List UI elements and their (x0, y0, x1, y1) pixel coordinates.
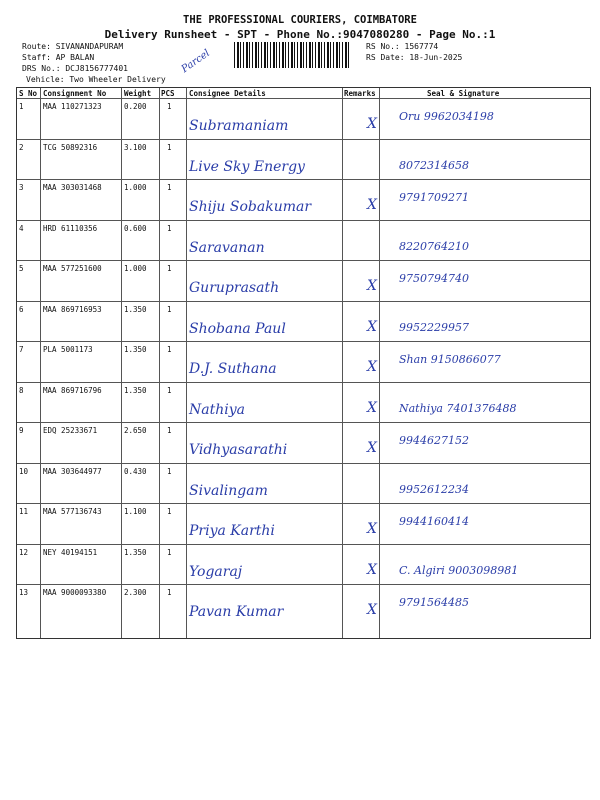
seal-signature: Shan 9150866077 (399, 353, 501, 366)
header-sno: S No (19, 89, 38, 98)
seal-signature: 9944160414 (399, 515, 469, 528)
cell-pcs: 1 (167, 264, 172, 273)
remark-mark: X (367, 399, 377, 416)
row-divider (17, 260, 590, 261)
cell-consignment-no: HRD 61110356 (43, 223, 98, 233)
cell-consignment-no: MAA 303644977 (43, 466, 102, 476)
seal-signature: Oru 9962034198 (399, 110, 494, 123)
cell-weight: 2.300 (124, 588, 147, 597)
cell-weight: 1.350 (124, 304, 147, 314)
cell-sno: 10 (19, 466, 29, 476)
consignee-signature: Yogaraj (189, 563, 243, 580)
cell-consignment-no: EDQ 25233671 (43, 426, 98, 435)
company-title: THE PROFESSIONAL COURIERS, COIMBATORE (183, 14, 417, 26)
cell-consignment-no: NEY 40194151 (43, 547, 98, 557)
staff-label: Staff: AP BALAN (22, 53, 95, 62)
consignee-signature: Live Sky Energy (189, 158, 305, 175)
remark-mark: X (367, 197, 377, 213)
header-consignment: Consignment No (43, 89, 107, 98)
cell-sno: 13 (19, 588, 29, 597)
cell-pcs: 1 (167, 507, 172, 516)
seal-signature: 9791709271 (399, 191, 469, 204)
row-divider (17, 301, 590, 302)
row-divider (17, 544, 590, 545)
row-divider (17, 503, 590, 504)
cell-pcs: 1 (167, 102, 172, 111)
seal-signature: Nathiya 7401376488 (399, 401, 517, 415)
cell-sno: 6 (19, 304, 24, 314)
seal-signature: 9952612234 (399, 482, 469, 496)
consignee-signature: Nathiya (189, 401, 245, 418)
cell-sno: 7 (19, 345, 24, 354)
consignee-signature: Shobana Paul (189, 320, 286, 337)
header-pcs: PCS (161, 89, 175, 98)
cell-sno: 8 (19, 385, 24, 395)
seal-signature: 9791564485 (399, 596, 469, 609)
cell-weight: 1.000 (124, 264, 147, 273)
cell-sno: 11 (19, 507, 29, 516)
runsheet-title: Delivery Runsheet - SPT - Phone No.:9047080280 - Page No.:1 (104, 28, 496, 41)
cell-weight: 0.600 (124, 223, 147, 233)
cell-sno: 5 (19, 264, 24, 273)
remark-mark: X (367, 561, 377, 578)
consignee-signature: Saravanan (189, 239, 265, 256)
cell-pcs: 1 (167, 142, 172, 152)
row-divider (17, 584, 590, 585)
cell-consignment-no: MAA 577251600 (43, 264, 102, 273)
seal-signature: C. Algiri 9003098981 (399, 563, 519, 577)
cell-pcs: 1 (167, 466, 172, 476)
cell-pcs: 1 (167, 223, 172, 233)
cell-consignment-no: MAA 577136743 (43, 507, 102, 516)
header-remarks: Remarks (344, 89, 376, 98)
remark-mark: X (367, 318, 377, 335)
header-weight: Weight (124, 89, 152, 98)
remark-mark: X (367, 521, 377, 537)
cell-sno: 12 (19, 547, 29, 557)
row-divider (17, 382, 590, 383)
cell-weight: 3.100 (124, 142, 147, 152)
seal-signature: 8220764210 (399, 239, 469, 253)
rs-number: RS No.: 1567774 (366, 42, 439, 51)
seal-signature: 9750794740 (399, 272, 469, 285)
consignee-signature: Sivalingam (189, 482, 268, 499)
row-divider (17, 341, 590, 342)
cell-sno: 1 (19, 102, 24, 111)
consignee-signature: Pavan Kumar (189, 604, 284, 620)
cell-consignment-no: MAA 110271323 (43, 102, 102, 111)
row-divider (17, 139, 590, 140)
cell-pcs: 1 (167, 588, 172, 597)
cell-weight: 1.100 (124, 507, 147, 516)
cell-pcs: 1 (167, 304, 172, 314)
seal-signature: 9944627152 (399, 434, 469, 447)
cell-weight: 1.350 (124, 385, 147, 395)
remark-mark: X (367, 278, 377, 294)
consignee-signature: Vidhyasarathi (189, 442, 288, 458)
consignee-signature: Shiju Sobakumar (189, 199, 312, 215)
header-seal: Seal & Signature (427, 89, 500, 98)
drs-number: DRS No.: DCJ8156777401 (22, 64, 128, 73)
route-label: Route: SIVANANDAPURAM (22, 42, 124, 51)
cell-consignment-no: MAA 303031468 (43, 183, 102, 192)
barcode (234, 42, 350, 68)
cell-weight: 1.000 (124, 183, 147, 192)
vehicle-label: Vehicle: Two Wheeler Delivery (26, 75, 166, 84)
row-divider (17, 422, 590, 423)
remark-mark: X (367, 602, 377, 618)
consignee-signature: Subramaniam (189, 118, 289, 134)
cell-consignment-no: MAA 869716953 (43, 304, 102, 314)
cell-sno: 4 (19, 223, 24, 233)
remark-mark: X (367, 116, 377, 132)
cell-weight: 1.350 (124, 345, 147, 354)
cell-pcs: 1 (167, 426, 172, 435)
consignee-signature: Guruprasath (189, 280, 280, 296)
parcel-note: Parcel (179, 47, 213, 76)
seal-signature: 9952229957 (399, 320, 469, 334)
cell-weight: 0.430 (124, 466, 147, 476)
cell-pcs: 1 (167, 547, 172, 557)
remark-mark: X (367, 359, 377, 375)
row-divider (17, 220, 590, 221)
seal-signature: 8072314658 (399, 158, 469, 172)
remark-mark: X (367, 440, 377, 456)
cell-consignment-no: MAA 869716796 (43, 385, 102, 395)
cell-pcs: 1 (167, 385, 172, 395)
cell-weight: 1.350 (124, 547, 147, 557)
row-divider (17, 179, 590, 180)
header-consignee: Consignee Details (189, 89, 266, 98)
cell-consignment-no: MAA 9000093380 (43, 588, 107, 597)
runsheet-table (16, 87, 591, 639)
rs-date: RS Date: 18-Jun-2025 (366, 53, 463, 62)
row-divider (17, 463, 590, 464)
cell-sno: 2 (19, 142, 24, 152)
consignee-signature: Priya Karthi (189, 523, 275, 539)
cell-consignment-no: PLA 5001173 (43, 345, 93, 354)
cell-pcs: 1 (167, 345, 172, 354)
cell-weight: 2.650 (124, 426, 147, 435)
cell-consignment-no: TCG 50892316 (43, 142, 98, 152)
cell-sno: 9 (19, 426, 24, 435)
cell-sno: 3 (19, 183, 24, 192)
cell-weight: 0.200 (124, 102, 147, 111)
cell-pcs: 1 (167, 183, 172, 192)
consignee-signature: D.J. Suthana (189, 361, 277, 377)
